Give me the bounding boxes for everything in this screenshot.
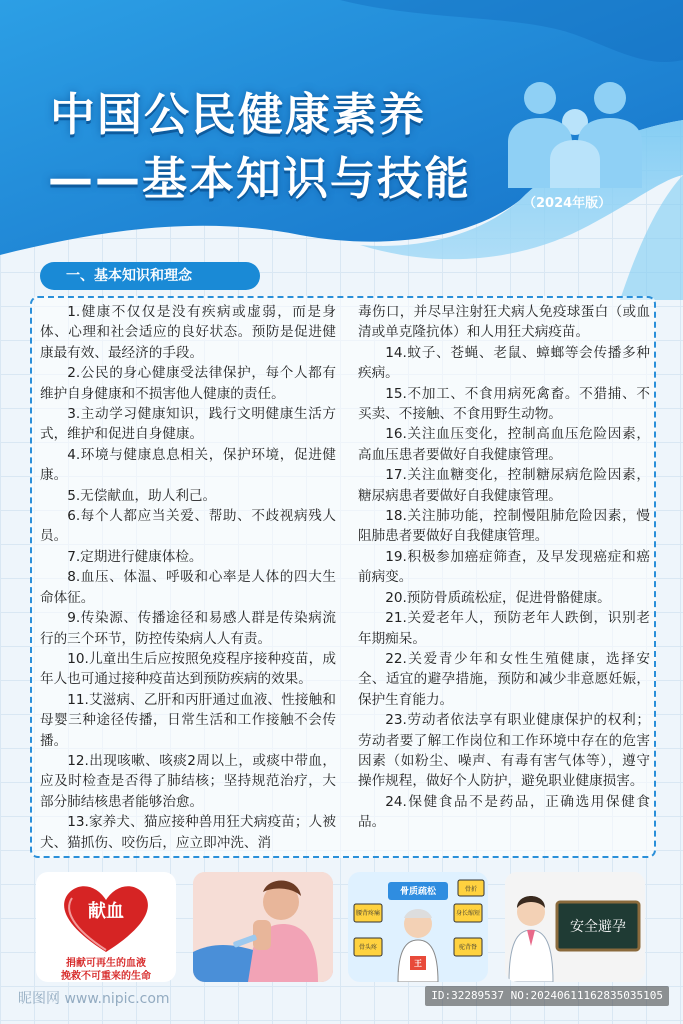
- list-item: 17.关注血糖变化，控制糖尿病危险因素，糖尿病患者要做好自我健康管理。: [358, 467, 650, 504]
- bone-sign-2: 身长缩短: [455, 910, 480, 917]
- list-item: 19.积极参加癌症筛查，及早发现癌症和癌前病变。: [358, 548, 650, 586]
- list-item: 5.无偿献血，助人利己。: [67, 487, 217, 504]
- blood-donation-title: [36, 902, 176, 922]
- watermark-left: 昵图网 www.nipic.com: [18, 991, 170, 1007]
- list-item: 15.不加工、不食用病死禽畜。不猎捕、不买卖、不接触、不食用野生动物。: [358, 385, 650, 423]
- page-title: 中国公民健康素养: [50, 88, 427, 141]
- bone-sign-5: 驼背脊: [458, 944, 477, 951]
- blackboard-text: 安全避孕: [570, 919, 626, 935]
- list-item: 11.艾滋病、乙肝和丙肝通过血液、性接触和母婴三种途径传播，日常生活和工作接触不会传播。: [40, 691, 336, 749]
- list-item: 1.健康不仅仅是没有疾病或虚弱，而是身体、心理和社会适应的良好状态。预防是促进健康最有效、最经济的手段。: [40, 304, 336, 361]
- list-item: 6.每个人都应当关爱、帮助、不歧视病残人员。: [40, 508, 336, 545]
- right-column: [358, 302, 650, 833]
- list-item: 3.主动学习健康知识，践行文明健康生活方式，维护和促进自身健康。: [40, 406, 336, 443]
- list-item: 7.定期进行健康体检。: [67, 548, 203, 565]
- list-item: 22.关爱青少年和女性生殖健康，选择安全、适宜的避孕措施，预防和减少非意愿妊娠，保护生育能力。: [358, 650, 650, 708]
- list-item: 13.家养犬、猫应接种兽用狂犬病疫苗；人被犬、猫抓伤、咬伤后，应立即冲洗、消: [40, 814, 336, 851]
- list-item: 2.公民的身心健康受法律保护，每个人都有维护自身健康和不损害他人健康的责任。: [40, 365, 336, 402]
- page-subtitle: ——基本知识与技能: [48, 152, 472, 205]
- people-icon: [490, 70, 660, 190]
- list-item: 9.传染源、传播途径和易感人群是传染病流行的三个环节，防控传染病人人有责。: [40, 610, 336, 647]
- list-item: 14.蚊子、苍蝇、老鼠、蟑螂等会传播多种疾病。: [358, 344, 650, 382]
- name-tag: 王: [414, 959, 422, 968]
- list-item: 20.预防骨质疏松症，促进骨骼健康。: [385, 589, 611, 606]
- list-item: 8.血压、体温、呼吸和心率是人体的四大生命体征。: [40, 569, 336, 606]
- blood-slogan-2: 挽救不可重来的生命: [61, 971, 151, 982]
- contraception-image: [505, 872, 645, 982]
- list-item: 12.出现咳嗽、咳痰2周以上，或痰中带血，应及时检查是否得了肺结核；坚持规范治疗，大部分肺结核患者能够治愈。: [40, 752, 336, 810]
- list-item-continuation: 毒伤口，并尽早注射狂犬病人免疫球蛋白（或血清或单克隆抗体）和人用狂犬病疫苗。: [358, 304, 650, 341]
- list-item: 24.保健食品不是药品，正确选用保健食品。: [358, 793, 650, 831]
- blood-slogan-1: 捐献可再生的血液: [66, 958, 146, 969]
- list-item: 23.劳动者依法享有职业健康保护的权利；劳动者要了解工作岗位和工作环境中存在的危害因素（如粉尘、噪声、有毒有害气体等），遵守操作规程，做好个人防护，避免职业健康损害。: [358, 712, 650, 790]
- list-item: 4.环境与健康息息相关，保护环境，促进健康。: [40, 446, 336, 484]
- list-item: 18.关注肺功能，控制慢阻肺危险因素，慢阻肺患者要做好自我健康管理。: [358, 508, 650, 545]
- content-box: [30, 296, 656, 858]
- bone-sign-4: 骨头疼: [358, 944, 377, 951]
- section-heading: 一、基本知识和理念: [40, 262, 260, 290]
- blood-title-text: 献血: [88, 901, 124, 922]
- list-item: 21.关爱老年人，预防老年人跌倒，识别老年期痴呆。: [358, 610, 650, 647]
- vaccination-photo: [193, 872, 333, 982]
- left-column: [40, 302, 336, 853]
- watermark-right: ID:32289537 NO:20240611162835035105: [425, 986, 669, 1006]
- bone-banner: 骨质疏松: [399, 887, 436, 897]
- osteoporosis-image: [348, 872, 488, 982]
- edition-label: （2024年版）: [523, 196, 612, 211]
- blood-donation-image: [36, 872, 176, 982]
- list-item: 16.关注血压变化，控制高血压危险因素，高血压患者要做好自我健康管理。: [358, 426, 650, 463]
- bone-sign-1: 腰背疼痛: [355, 910, 380, 917]
- bone-sign-3: 骨折: [464, 886, 477, 893]
- child-vaccination-illustration: [193, 872, 333, 982]
- list-item: 10.儿童出生后应按照免疫程序接种疫苗，成年人也可通过接种疫苗达到预防疾病的效果。: [40, 650, 336, 688]
